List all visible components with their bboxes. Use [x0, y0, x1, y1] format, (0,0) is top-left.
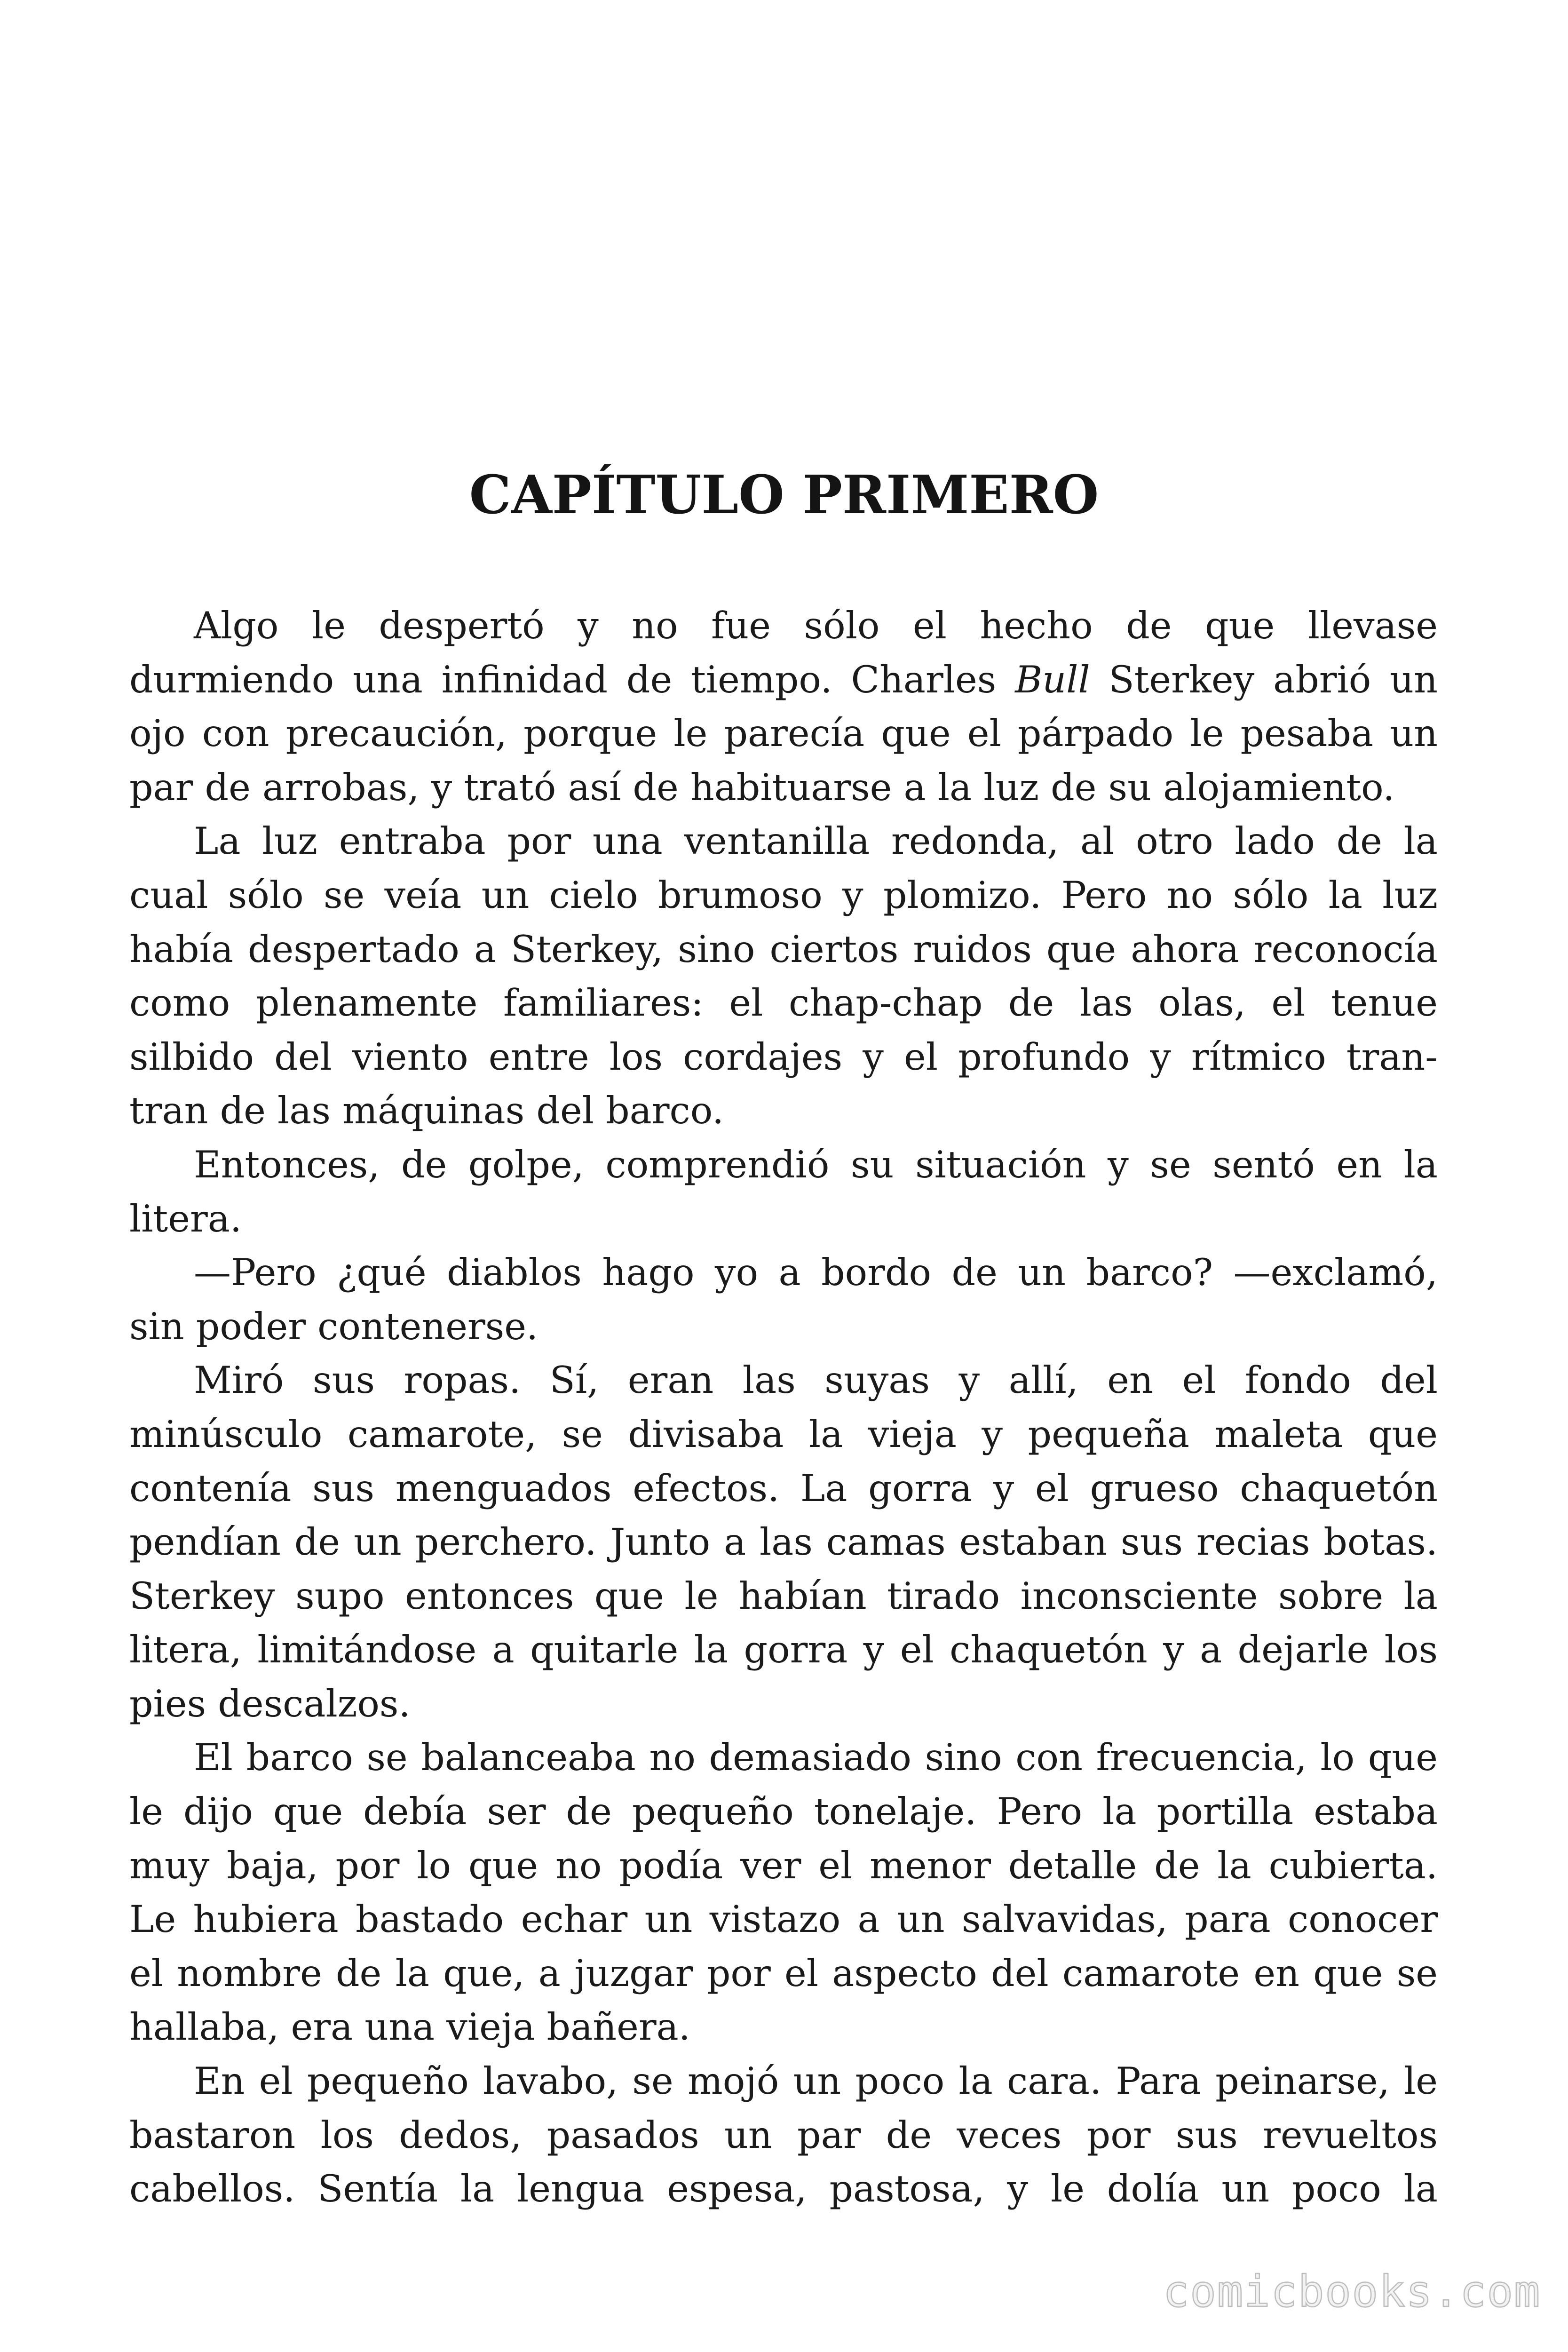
text-line: litera. — [129, 1197, 242, 1240]
text-line: ojo con precaución, porque le parecía que el párpado le pesaba un — [129, 712, 1438, 755]
text-line: El barco se balanceaba no demasiado sino con frecuencia, lo que — [194, 1736, 1438, 1780]
text-line: había despertado a Sterkey, sino ciertos ruidos que ahora reconocía — [129, 927, 1438, 971]
watermark: comicbooks.com — [1163, 2266, 1541, 2317]
paragraph — [129, 814, 1438, 1138]
text-line: hallaba, era una vieja bañera. — [129, 2005, 690, 2049]
text-line: silbido del viento entre los cordajes y el profundo y rítmico tran- — [129, 1035, 1438, 1079]
chapter-title: CAPÍTULO PRIMERO — [469, 464, 1099, 526]
text-line: pendían de un perchero. Junto a las camas estaban sus recias botas. — [129, 1520, 1438, 1564]
text-line: el nombre de la que, a juzgar por el aspecto del camarote en que se — [129, 1951, 1438, 1995]
text-line: par de arrobas, y trató así de habituarse a la luz de su alojamiento. — [129, 765, 1395, 809]
text-line: Algo le despertó y no fue sólo el hecho de que llevase — [194, 604, 1438, 647]
text-line: La luz entraba por una ventanilla redonda, al otro lado de la — [194, 819, 1438, 863]
text-line: muy baja, por lo que no podía ver el menor detalle de la cubierta. — [129, 1843, 1438, 1887]
paragraph — [129, 1138, 1438, 1246]
text-line: sin poder contenerse. — [129, 1304, 539, 1348]
paragraph — [129, 599, 1438, 814]
text-line: tran de las máquinas del barco. — [129, 1089, 724, 1133]
text-line: litera, limitándose a quitarle la gorra y el chaquetón y a dejarle los — [129, 1628, 1438, 1672]
paragraph — [129, 1353, 1438, 1731]
text-line: Le hubiera bastado echar un vistazo a un salvavidas, para conocer — [129, 1898, 1438, 1941]
text-line: minúsculo camarote, se divisaba la vieja y pequeña maleta que — [129, 1412, 1438, 1456]
text-line: le dijo que debía ser de pequeño tonelaje. Pero la portilla estaba — [129, 1790, 1438, 1834]
text-line: Miró sus ropas. Sí, eran las suyas y allí, en el fondo del — [194, 1359, 1438, 1402]
text-line: bastaron los dedos, pasados un par de veces por sus revueltos — [129, 2113, 1438, 2157]
text-line: En el pequeño lavabo, se mojó un poco la cara. Para peinarse, le — [194, 2059, 1438, 2103]
paragraph — [129, 2054, 1438, 2216]
text-line — [129, 653, 1438, 707]
text-line: Sterkey supo entonces que le habían tirado inconsciente sobre la — [129, 1574, 1438, 1618]
text-segment: durmiendo una infinidad de tiempo. Charles — [129, 658, 1015, 701]
text-line: contenía sus menguados efectos. La gorra y el grueso chaquetón — [129, 1466, 1438, 1510]
text-line: como plenamente familiares: el chap-chap de las olas, el tenue — [129, 981, 1438, 1025]
text-segment: Sterkey abrió un — [1090, 658, 1438, 701]
paragraph — [129, 1731, 1438, 2054]
text-line: pies descalzos. — [129, 1682, 411, 1725]
text-line: Entonces, de golpe, comprendió su situación y se sentó en la — [194, 1143, 1438, 1186]
body-text — [129, 599, 1438, 2216]
text-line: —Pero ¿qué diablos hago yo a bordo de un barco? —exclamó, — [194, 1251, 1438, 1295]
text-line: cabellos. Sentía la lengua espesa, pastosa, y le dolía un poco la — [129, 2167, 1438, 2211]
text-line: cual sólo se veía un cielo brumoso y plomizo. Pero no sólo la luz — [129, 873, 1438, 917]
paragraph — [129, 1246, 1438, 1353]
italic-name: Bull — [1015, 658, 1090, 701]
